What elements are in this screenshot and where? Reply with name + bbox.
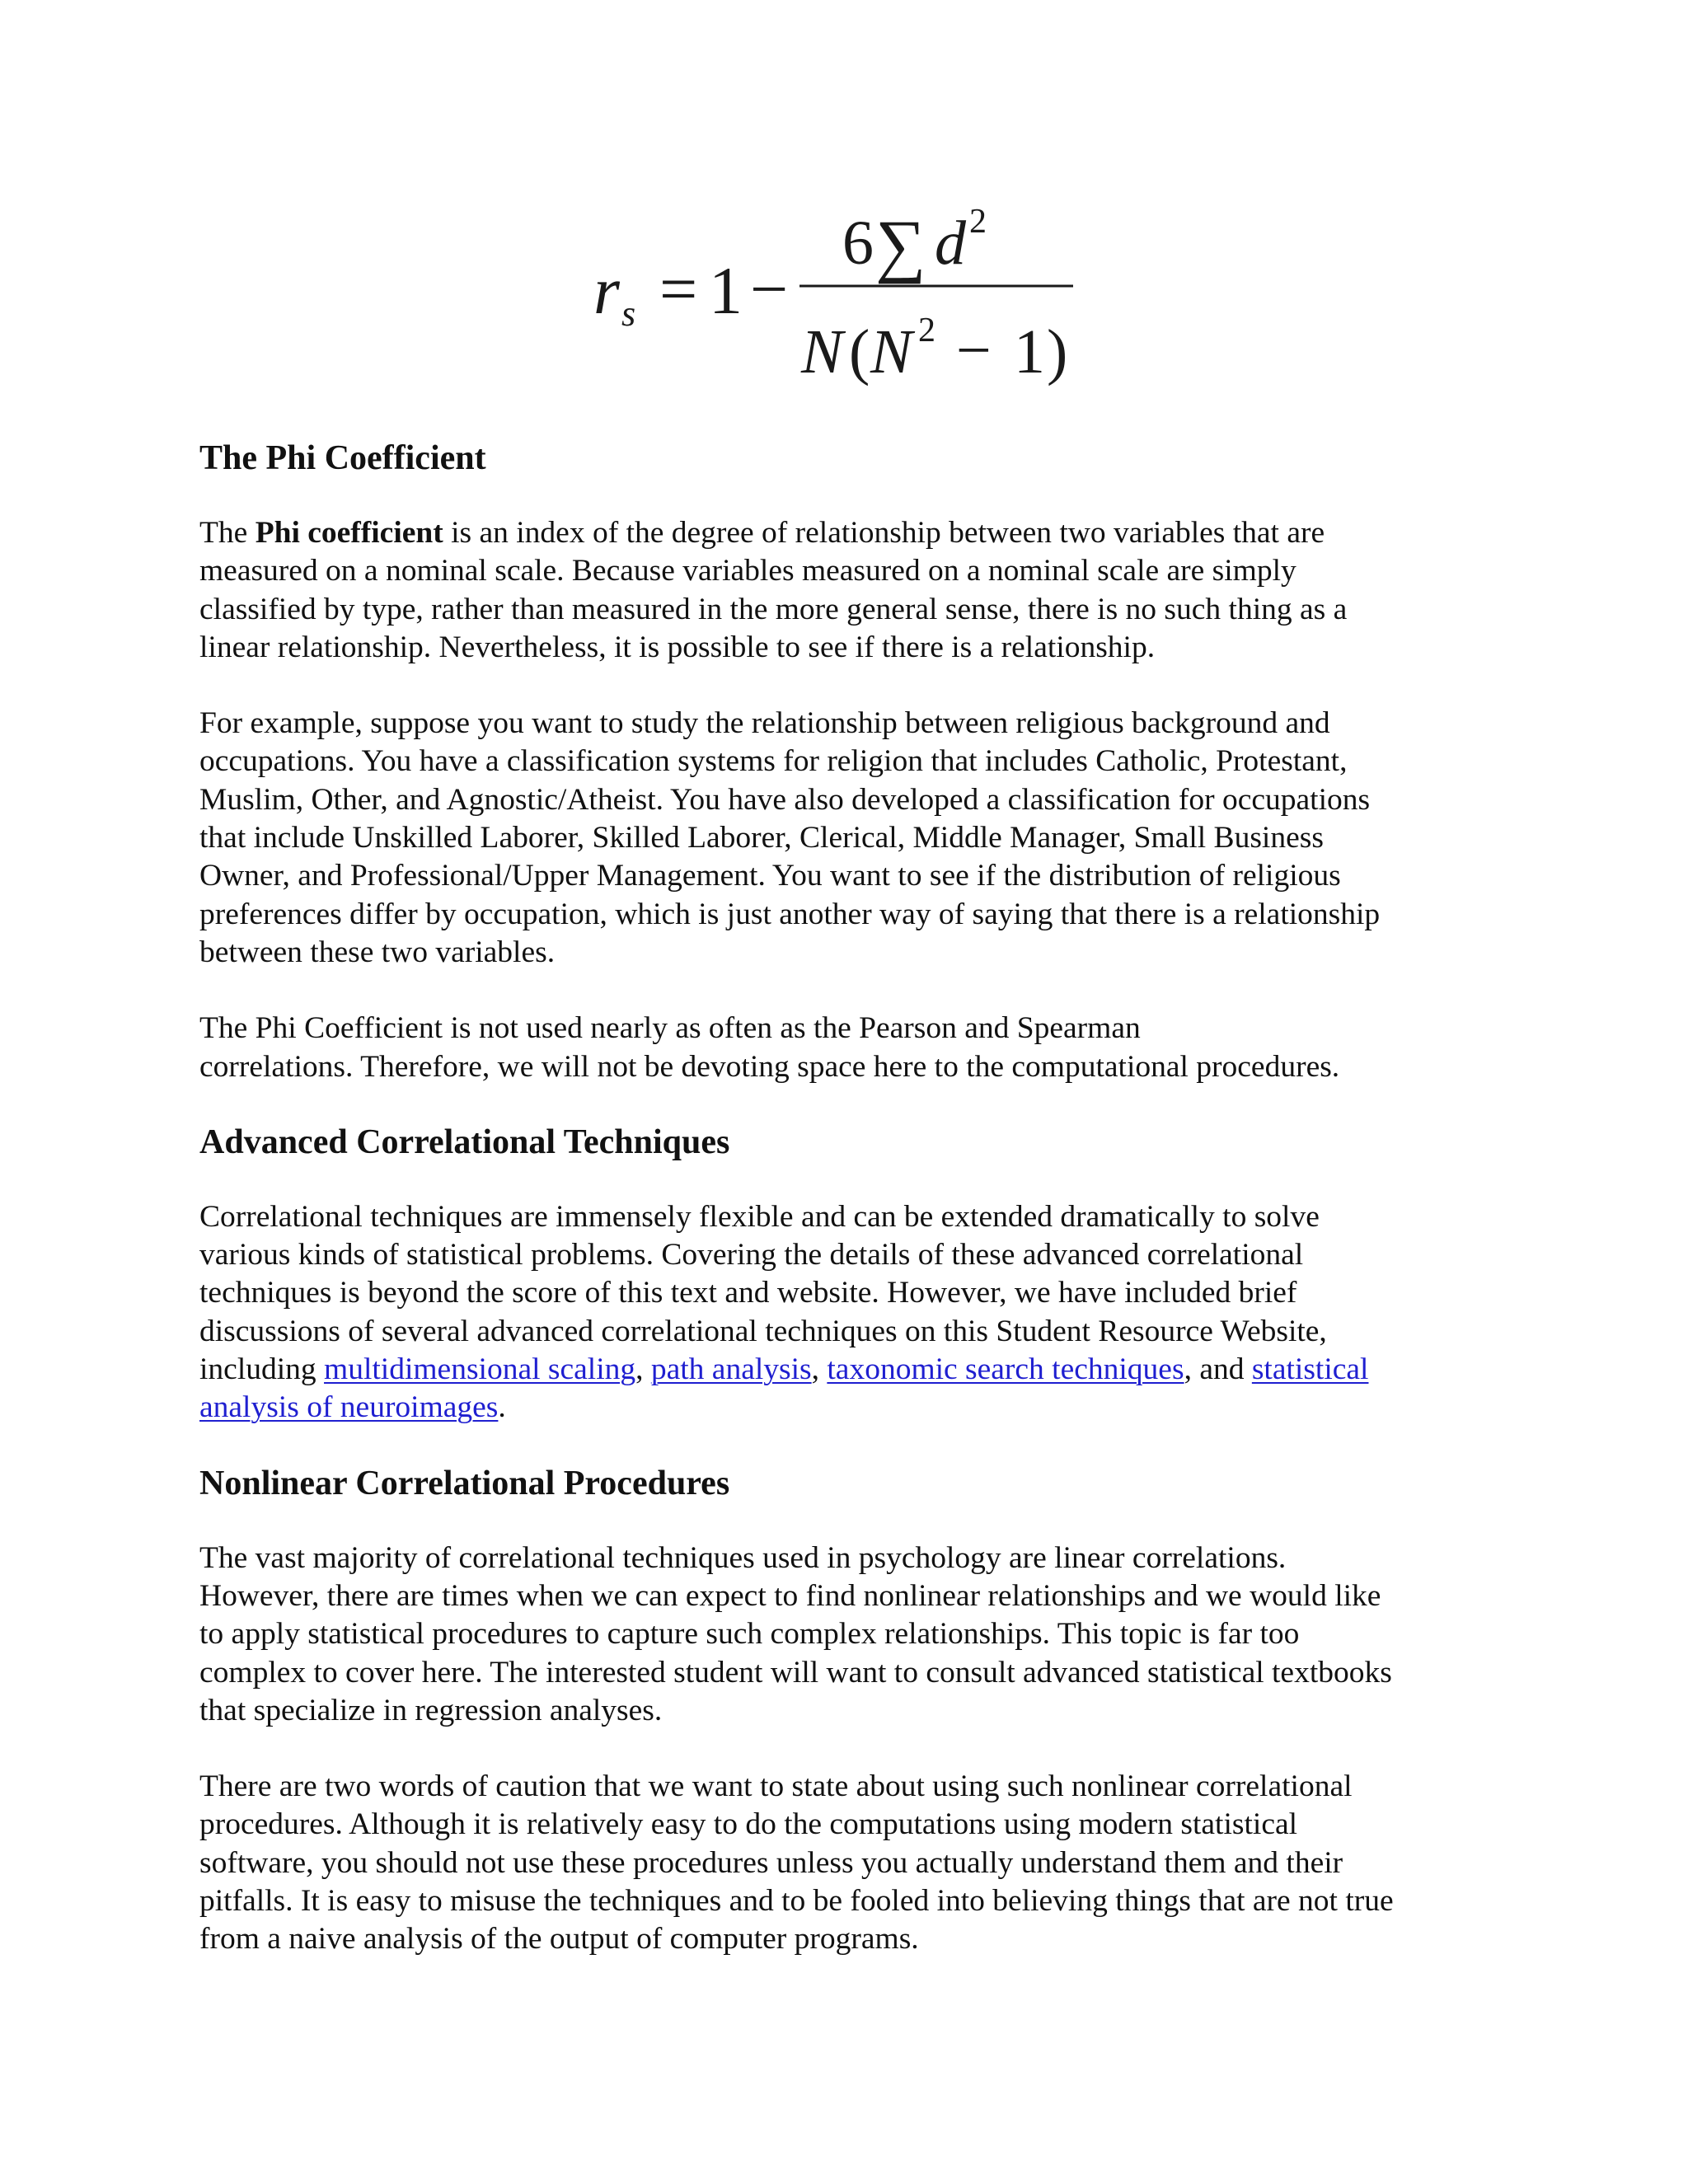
line: occupations. You have a classification systems for religion that includes Catholic, Protestant,: [199, 744, 1348, 779]
line: between these two variables.: [199, 935, 556, 969]
line: software, you should not use these procedures unless you actually understand them and their: [199, 1845, 1343, 1880]
formula-one: 1: [709, 253, 743, 328]
line: For example, suppose you want to study the relationship between religious background and: [199, 706, 1330, 741]
line: complex to cover here. The interested student will want to consult advanced statistical textbooks: [199, 1655, 1392, 1690]
formula-graphic: [577, 190, 1104, 404]
line: [199, 1351, 1518, 1389]
formula-den-one: 1: [1014, 317, 1045, 387]
line: linear relationship. Nevertheless, it is possible to see if there is a relationship.: [199, 630, 1156, 664]
line: to apply statistical procedures to capture such complex relationships. This topic is far too: [199, 1617, 1300, 1652]
paragraph-phi-example: [199, 705, 1518, 972]
line: [199, 514, 1518, 552]
formula-d: d: [935, 209, 966, 278]
formula-num-exp: 2: [969, 203, 987, 241]
paragraph-nonlinear-caution: [199, 1768, 1518, 1958]
link-multidimensional-scaling[interactable]: multidimensional scaling: [324, 1352, 636, 1387]
bold-term: Phi coefficient: [255, 516, 443, 550]
line: that specialize in regression analyses.: [199, 1693, 663, 1727]
text-run: including: [199, 1352, 325, 1387]
formula-num-six: 6: [842, 209, 874, 278]
formula-sigma: ∑: [875, 205, 926, 284]
heading-phi-coefficient: The Phi Coefficient: [199, 439, 486, 477]
link-statistical-analysis-neuroimages-part1[interactable]: statistical: [1251, 1352, 1369, 1387]
text-run: ,: [811, 1352, 828, 1387]
text-run: is an index of the degree of relationship between two variables that are: [443, 516, 1325, 550]
line: Owner, and Professional/Upper Management. You want to see if the distribution of religious: [199, 859, 1341, 893]
line: Correlational techniques are immensely flexible and can be extended dramatically to solve: [199, 1199, 1320, 1234]
text-run: ,: [635, 1352, 651, 1387]
line: Muslim, Other, and Agnostic/Atheist. You have also developed a classification for occupations: [199, 782, 1371, 817]
text-run: The: [199, 516, 256, 550]
heading-nonlinear-procedures: Nonlinear Correlational Procedures: [199, 1464, 730, 1502]
line: that include Unskilled Laborer, Skilled Laborer, Clerical, Middle Manager, Small Business: [199, 821, 1324, 855]
formula-den-close: ): [1047, 317, 1068, 387]
formula-den-open: (: [849, 317, 870, 387]
link-statistical-analysis-neuroimages-part2[interactable]: analysis of neuroimages: [199, 1390, 499, 1425]
line: procedures. Although it is relatively easy to do the computations using modern statistical: [199, 1807, 1298, 1842]
heading-advanced-correlational: Advanced Correlational Techniques: [199, 1122, 730, 1161]
line: There are two words of caution that we want to state about using such nonlinear correlational: [199, 1769, 1353, 1804]
document-body: [199, 437, 1518, 1959]
formula-den-minus: −: [956, 316, 992, 385]
link-taxonomic-search-techniques[interactable]: taxonomic search techniques: [827, 1352, 1184, 1387]
paragraph-advanced: [199, 1198, 1518, 1427]
paragraph-nonlinear-intro: [199, 1540, 1518, 1730]
formula-minus: −: [750, 251, 789, 326]
line: techniques is beyond the score of this text and website. However, we have included brief: [199, 1276, 1297, 1310]
formula-subscript-s: s: [621, 293, 636, 334]
formula-equals: =: [659, 251, 698, 326]
paragraph-phi-definition: [199, 514, 1518, 667]
line: measured on a nominal scale. Because variables measured on a nominal scale are simply: [199, 554, 1296, 588]
text-run: , and: [1184, 1352, 1252, 1387]
line: classified by type, rather than measured in the more general sense, there is no such thing as a: [199, 592, 1348, 626]
formula-r: r: [593, 253, 620, 328]
formula-den-N2: N: [870, 317, 912, 387]
line: The Phi Coefficient is not used nearly as often as the Pearson and Spearman: [199, 1011, 1141, 1046]
line: from a naive analysis of the output of computer programs.: [199, 1922, 919, 1957]
formula-den-exp: 2: [918, 312, 935, 349]
line: [199, 1389, 1518, 1427]
text-run: .: [498, 1390, 506, 1425]
line: various kinds of statistical problems. Covering the details of these advanced correlational: [199, 1238, 1304, 1272]
formula-den-N: N: [801, 317, 843, 387]
spearman-formula: [577, 190, 1104, 404]
line: preferences differ by occupation, which is just another way of saying that there is a relationship: [199, 897, 1381, 931]
line: However, there are times when we can expect to find nonlinear relationships and we would like: [199, 1578, 1381, 1613]
link-path-analysis[interactable]: path analysis: [650, 1352, 812, 1387]
line: pitfalls. It is easy to misuse the techniques and to be fooled into believing things that are not true: [199, 1884, 1394, 1919]
line: correlations. Therefore, we will not be devoting space here to the computational procedures.: [199, 1049, 1340, 1084]
line: discussions of several advanced correlational techniques on this Student Resource Website,: [199, 1314, 1327, 1348]
line: The vast majority of correlational techniques used in psychology are linear correlations.: [199, 1540, 1287, 1575]
paragraph-phi-usage: [199, 1010, 1518, 1086]
